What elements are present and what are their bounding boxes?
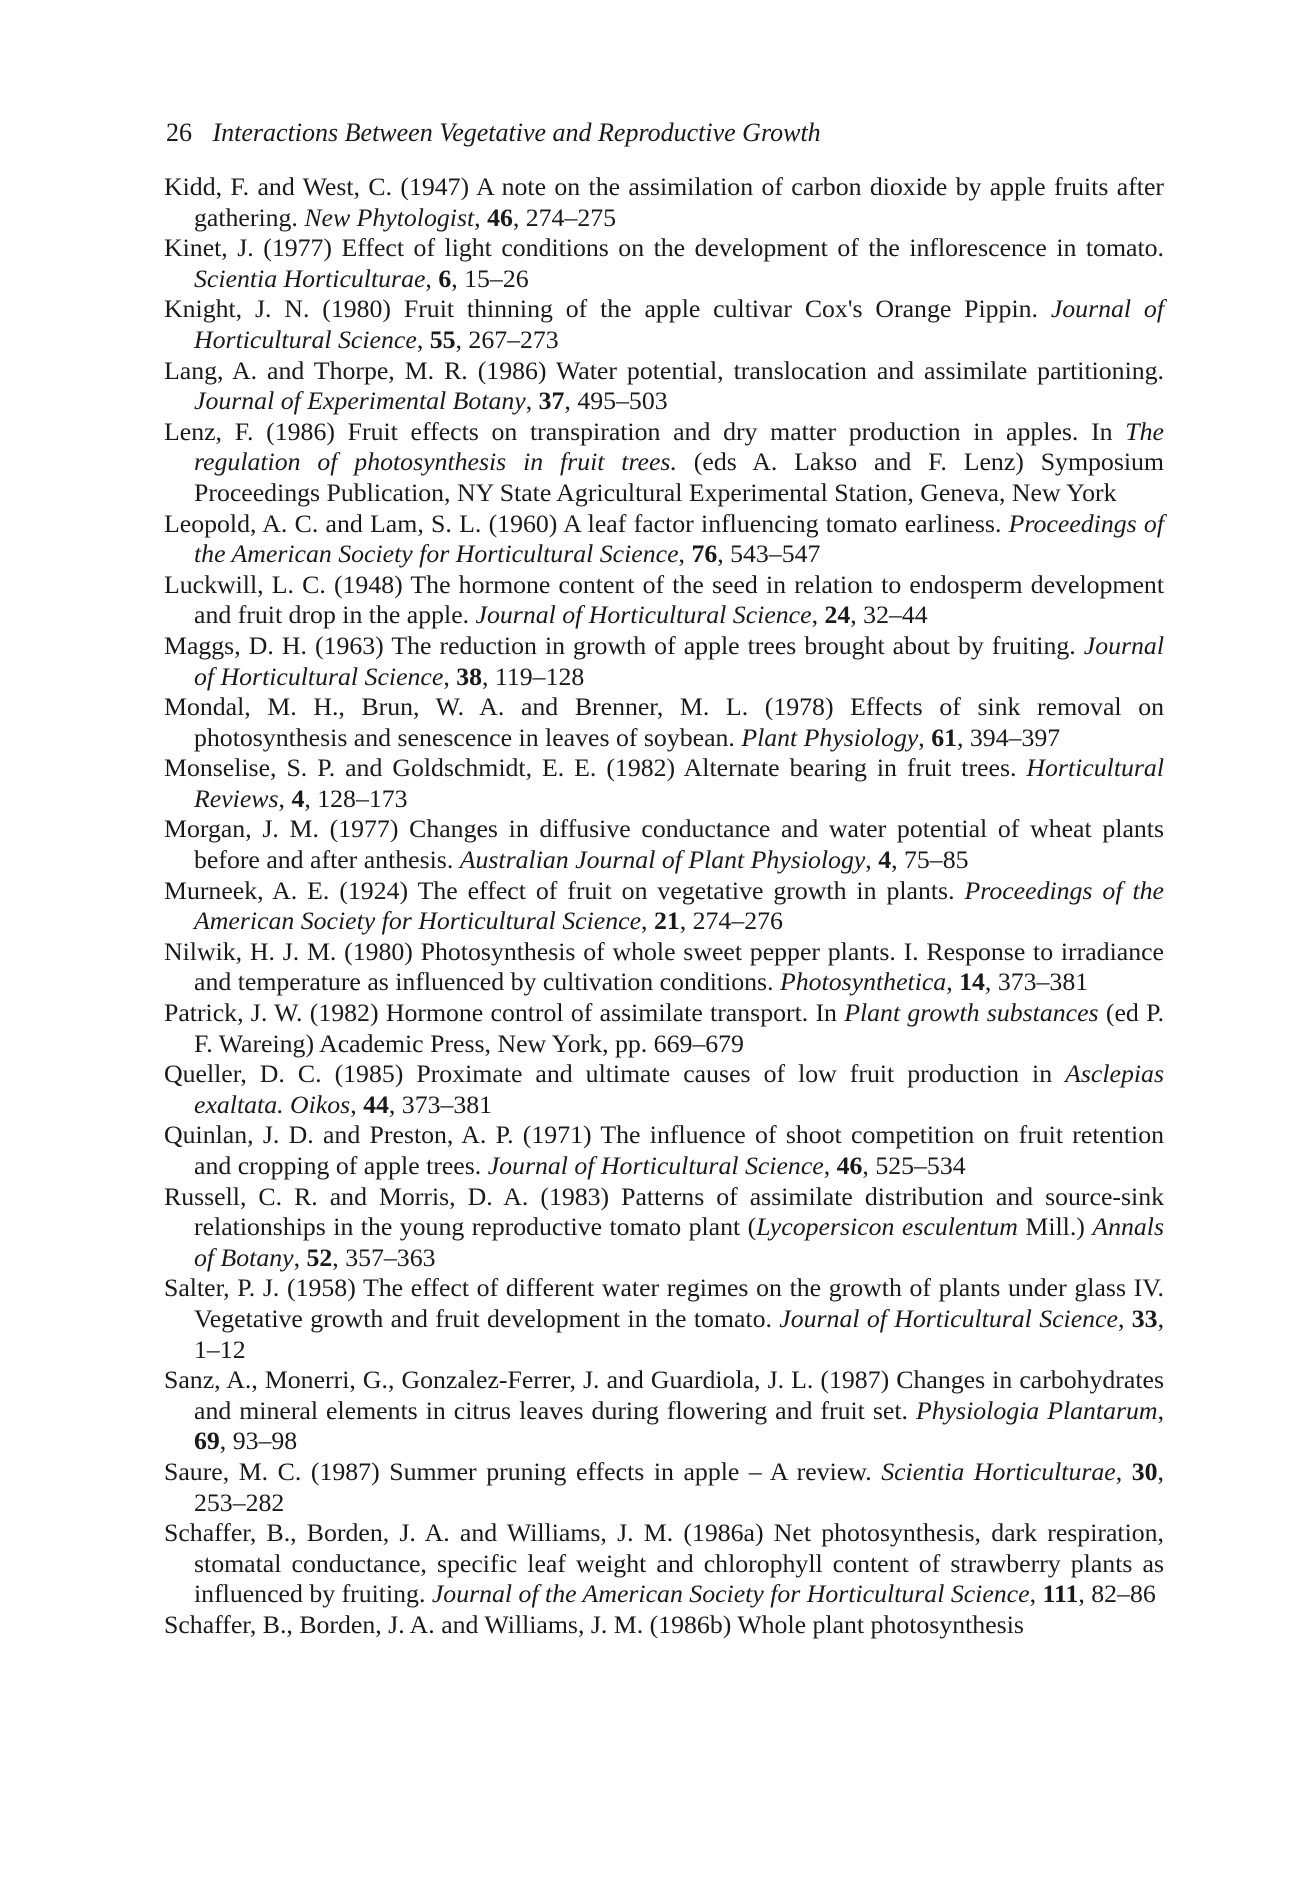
running-header: [166, 118, 821, 148]
ref-source: Journal of Horticultural Science: [194, 630, 1164, 691]
reference-entry: Sanz, A., Monerri, G., Gonzalez-Ferrer, J. and Guardiola, J. L. (1987) Changes in carbohydrates and mineral elements in citrus leaves during flowering and fruit set. Physiologia Plantarum, 69, 93–98: [164, 1365, 1165, 1456]
ref-source: Physiologia Plantarum: [915, 1395, 1158, 1425]
ref-source-secondary: Annals of Botany: [194, 1212, 1164, 1272]
reference-entry: Salter, P. J. (1958) The effect of different water regimes on the growth of plants under glass IV. Vegetative growth and fruit development in the tomato. Journal of Horticultural Science, 33, 1–12: [164, 1273, 1165, 1364]
ref-text: Luckwill, L. C. (1948) The hormone content of the seed in relation to endosperm development and fruit drop in the apple.: [164, 569, 1164, 630]
ref-pages: (ed P. F. Wareing) Academic Press, New York, pp. 669–679: [194, 998, 1165, 1058]
ref-pages-secondary: , 357–363: [332, 1242, 436, 1272]
ref-volume: 4: [291, 783, 305, 813]
ref-source: Proceedings of the American Society for Horticultural Science: [194, 875, 1164, 936]
reference-entry: Lang, A. and Thorpe, M. R. (1986) Water potential, translocation and assimilate partitioning. Journal of Experimental Botany, 37, 495–503: [164, 355, 1164, 416]
ref-source: Journal of Horticultural Science: [779, 1303, 1118, 1333]
reference-entry: [164, 1610, 1164, 1641]
reference-entry: Mondal, M. H., Brun, W. A. and Brenner, M. L. (1978) Effects of sink removal on photosynthesis and senescence in leaves of soybean. Plant Physiology, 61, 394–397: [164, 692, 1164, 752]
ref-pages: , 93–98: [219, 1426, 298, 1456]
ref-text: Salter, P. J. (1958) The effect of different water regimes on the growth of plants under glass IV. Vegetative growth and fruit development in the tomato.: [164, 1273, 1164, 1333]
ref-pages: , 525–534: [862, 1151, 966, 1180]
ref-source: Journal of Horticultural Science: [487, 1151, 824, 1180]
ref-source: Plant Physiology: [741, 722, 919, 752]
ref-source: Journal of Horticultural Science: [475, 600, 812, 630]
reference-entry: Knight, J. N. (1980) Fruit thinning of the apple cultivar Cox's Orange Pippin. Journal of Horticultural Science, 55, 267–273: [164, 294, 1164, 354]
ref-volume: 61: [931, 722, 957, 752]
running-title: Interactions Between Vegetative and Reproductive Growth: [212, 118, 821, 147]
ref-text: Quinlan, J. D. and Preston, A. P. (1971) The influence of shoot competition on fruit retention and cropping of apple trees.: [164, 1120, 1164, 1180]
ref-text: Russell, C. R. and Morris, D. A. (1983) Patterns of assimilate distribution and source-sink relationships in the young reproductive tomato plant (: [164, 1181, 1164, 1242]
ref-text: Nilwik, H. J. M. (1980) Photosynthesis of whole sweet pepper plants. I. Response to irradiance and temperature as influenced by cultivation conditions.: [164, 936, 1164, 997]
ref-source: Scientia Horticulturae: [881, 1456, 1116, 1486]
ref-text: Maggs, D. H. (1963) The reduction in growth of apple trees brought about by fruiting.: [164, 630, 1084, 660]
reference-entry: [164, 417, 1164, 509]
ref-text: Saure, M. C. (1987) Summer pruning effects in apple – A review.: [164, 1456, 882, 1486]
ref-volume: 55: [429, 324, 456, 354]
ref-pages: , 75–85: [891, 845, 969, 875]
reference-entry: Russell, C. R. and Morris, D. A. (1983) Patterns of assimilate distribution and source-sink relationships in the young reproductive tomato plant (Lycopersicon esculentum Mill.) Annals of Botany, 52, 357–363: [164, 1181, 1164, 1272]
ref-pages: , 32–44: [850, 600, 928, 630]
reference-entry: Queller, D. C. (1985) Proximate and ultimate causes of low fruit production in Asclepias exaltata. Oikos, 44, 373–381: [164, 1059, 1164, 1119]
ref-text: Morgan, J. M. (1977) Changes in diffusive conductance and water potential of wheat plants before and after anthesis.: [164, 814, 1164, 875]
reference-entry: Maggs, D. H. (1963) The reduction in growth of apple trees brought about by fruiting. Journal of Horticultural Science, 38, 119–128: [164, 630, 1164, 691]
ref-text: Monselise, S. P. and Goldschmidt, E. E. (1982) Alternate bearing in fruit trees.: [164, 753, 1027, 783]
reference-entry: Kinet, J. (1977) Effect of light conditions on the development of the inflorescence in tomato. Scientia Horticulturae, 6, 15–26: [164, 233, 1164, 293]
ref-pages: , 267–273: [455, 324, 559, 354]
ref-volume: 33: [1131, 1303, 1158, 1333]
reference-entry: Murneek, A. E. (1924) The effect of fruit on vegetative growth in plants. Proceedings of the American Society for Horticultural Science, 21, 274–276: [164, 875, 1164, 936]
ref-source: Asclepias exaltata. Oikos: [194, 1059, 1164, 1119]
ref-volume: 76: [691, 539, 718, 569]
ref-volume: 69: [194, 1426, 220, 1456]
ref-text: Queller, D. C. (1985) Proximate and ultimate causes of low fruit production in: [164, 1059, 1066, 1089]
ref-source: Australian Journal of Plant Physiology: [459, 845, 866, 875]
ref-pages: , 274–275: [512, 202, 617, 232]
ref-pages: , 543–547: [717, 539, 821, 569]
reference-entry: Luckwill, L. C. (1948) The hormone content of the seed in relation to endosperm development and fruit drop in the apple. Journal of Horticultural Science, 24, 32–44: [164, 569, 1164, 630]
ref-pages: , 119–128: [482, 661, 585, 691]
ref-source: Horticultural Reviews: [194, 753, 1164, 813]
ref-pages: , 274–276: [679, 906, 783, 936]
ref-volume: 111: [1042, 1579, 1079, 1609]
ref-volume-secondary: 52: [306, 1242, 333, 1272]
ref-source: Journal of Experimental Botany: [194, 386, 526, 416]
ref-source: Scientia Horticulturae: [194, 263, 426, 293]
ref-pages: Mill.): [1025, 1212, 1093, 1242]
ref-source: Journal of the American Society for Horticultural Science: [431, 1579, 1030, 1609]
ref-pages: , 373–381: [388, 1089, 493, 1119]
reference-entry: Kidd, F. and West, C. (1947) A note on the assimilation of carbon dioxide by apple fruits after gathering. New Phytologist, 46, 274–275: [164, 172, 1164, 232]
ref-pages: , 128–173: [304, 783, 408, 813]
page-number: 26: [166, 118, 192, 147]
reference-entry: Monselise, S. P. and Goldschmidt, E. E. (1982) Alternate bearing in fruit trees. Horticultural Reviews, 4, 128–173: [164, 753, 1164, 813]
ref-pages: , 373–381: [984, 967, 1089, 997]
ref-text: Kinet, J. (1977) Effect of light conditions on the development of the inflorescence in tomato.: [164, 233, 1164, 263]
ref-volume: 4: [878, 845, 892, 875]
reference-entry: Morgan, J. M. (1977) Changes in diffusive conductance and water potential of wheat plants before and after anthesis. Australian Journal of Plant Physiology, 4, 75–85: [164, 814, 1164, 875]
ref-volume: 21: [653, 906, 680, 936]
ref-source: The regulation of photosynthesis in fruit trees.: [194, 416, 1164, 477]
ref-text: Sanz, A., Monerri, G., Gonzalez-Ferrer, J. and Guardiola, J. L. (1987) Changes in carbohydrates and mineral elements in citrus leaves during flowering and fruit set.: [164, 1365, 1164, 1425]
ref-source: Proceedings of the American Society for Horticultural Science: [194, 508, 1164, 569]
reference-entry: Quinlan, J. D. and Preston, A. P. (1971) The influence of shoot competition on fruit retention and cropping of apple trees. Journal of Horticultural Science, 46, 525–534: [164, 1120, 1164, 1180]
ref-pages: , 394–397: [957, 722, 1061, 752]
reference-entry: Schaffer, B., Borden, J. A. and Williams, J. M. (1986a) Net photosynthesis, dark respiration, stomatal conductance, specific leaf weight and chlorophyll content of strawberry plants as influenced by fruiting. Journal of the American Society for Horticultural Science, 111, 82–86: [164, 1518, 1164, 1609]
ref-volume: 44: [363, 1089, 389, 1119]
ref-pages: , 253–282: [194, 1456, 1164, 1517]
ref-text: Schaffer, B., Borden, J. A. and Williams, J. M. (1986b) Whole plant photosynthesis: [164, 1609, 1024, 1639]
ref-volume: 14: [959, 967, 985, 997]
ref-volume: 46: [836, 1151, 863, 1180]
ref-source: Journal of Horticultural Science: [194, 294, 1164, 354]
ref-volume: 38: [456, 661, 483, 691]
ref-source: Photosynthetica: [780, 967, 947, 997]
ref-text: Kidd, F. and West, C. (1947) A note on the assimilation of carbon dioxide by apple fruits after gathering.: [164, 172, 1164, 232]
ref-pages: (eds A. Lakso and F. Lenz) Symposium Proceedings Publication, NY State Agricultural Experimental Station, Geneva, New York: [194, 447, 1164, 507]
ref-text: Lang, A. and Thorpe, M. R. (1986) Water potential, translocation and assimilate partitioning.: [164, 355, 1164, 385]
ref-pages: , 1–12: [194, 1303, 1165, 1364]
ref-pages: , 15–26: [451, 263, 529, 293]
ref-volume: 30: [1131, 1456, 1158, 1486]
ref-pages: , 82–86: [1078, 1579, 1156, 1609]
ref-volume: 24: [824, 600, 851, 630]
ref-source: Lycopersicon esculentum: [756, 1212, 1018, 1242]
ref-text: Schaffer, B., Borden, J. A. and Williams, J. M. (1986a) Net photosynthesis, dark respiration, stomatal conductance, specific leaf weight and chlorophyll content of strawberry plants as influenced by fruiting.: [164, 1518, 1164, 1609]
ref-volume: 46: [487, 202, 513, 232]
ref-volume: 37: [538, 386, 565, 416]
reference-entry: Leopold, A. C. and Lam, S. L. (1960) A leaf factor influencing tomato earliness. Proceedings of the American Society for Horticultural Science, 76, 543–547: [164, 508, 1164, 569]
ref-source: Plant growth substances: [844, 998, 1099, 1028]
ref-text: Patrick, J. W. (1982) Hormone control of assimilate transport. In: [164, 998, 845, 1028]
ref-text: Leopold, A. C. and Lam, S. L. (1960) A leaf factor influencing tomato earliness.: [164, 508, 1009, 538]
reference-list: [164, 172, 1164, 1641]
ref-text: Mondal, M. H., Brun, W. A. and Brenner, M. L. (1978) Effects of sink removal on photosynthesis and senescence in leaves of soybean.: [164, 692, 1164, 752]
ref-pages: , 495–503: [564, 386, 668, 416]
reference-entry: [164, 998, 1164, 1059]
ref-text: Murneek, A. E. (1924) The effect of fruit on vegetative growth in plants.: [164, 875, 965, 905]
ref-volume: 6: [438, 263, 452, 293]
ref-source: New Phytologist: [304, 202, 475, 232]
reference-entry: Saure, M. C. (1987) Summer pruning effects in apple – A review. Scientia Horticulturae, 30, 253–282: [164, 1456, 1164, 1517]
ref-text: Lenz, F. (1986) Fruit effects on transpiration and dry matter production in apples. In: [164, 416, 1126, 446]
ref-text: Knight, J. N. (1980) Fruit thinning of the apple cultivar Cox's Orange Pippin.: [164, 294, 1051, 324]
reference-entry: Nilwik, H. J. M. (1980) Photosynthesis of whole sweet pepper plants. I. Response to irradiance and temperature as influenced by cultivation conditions. Photosynthetica, 14, 373–381: [164, 936, 1164, 997]
